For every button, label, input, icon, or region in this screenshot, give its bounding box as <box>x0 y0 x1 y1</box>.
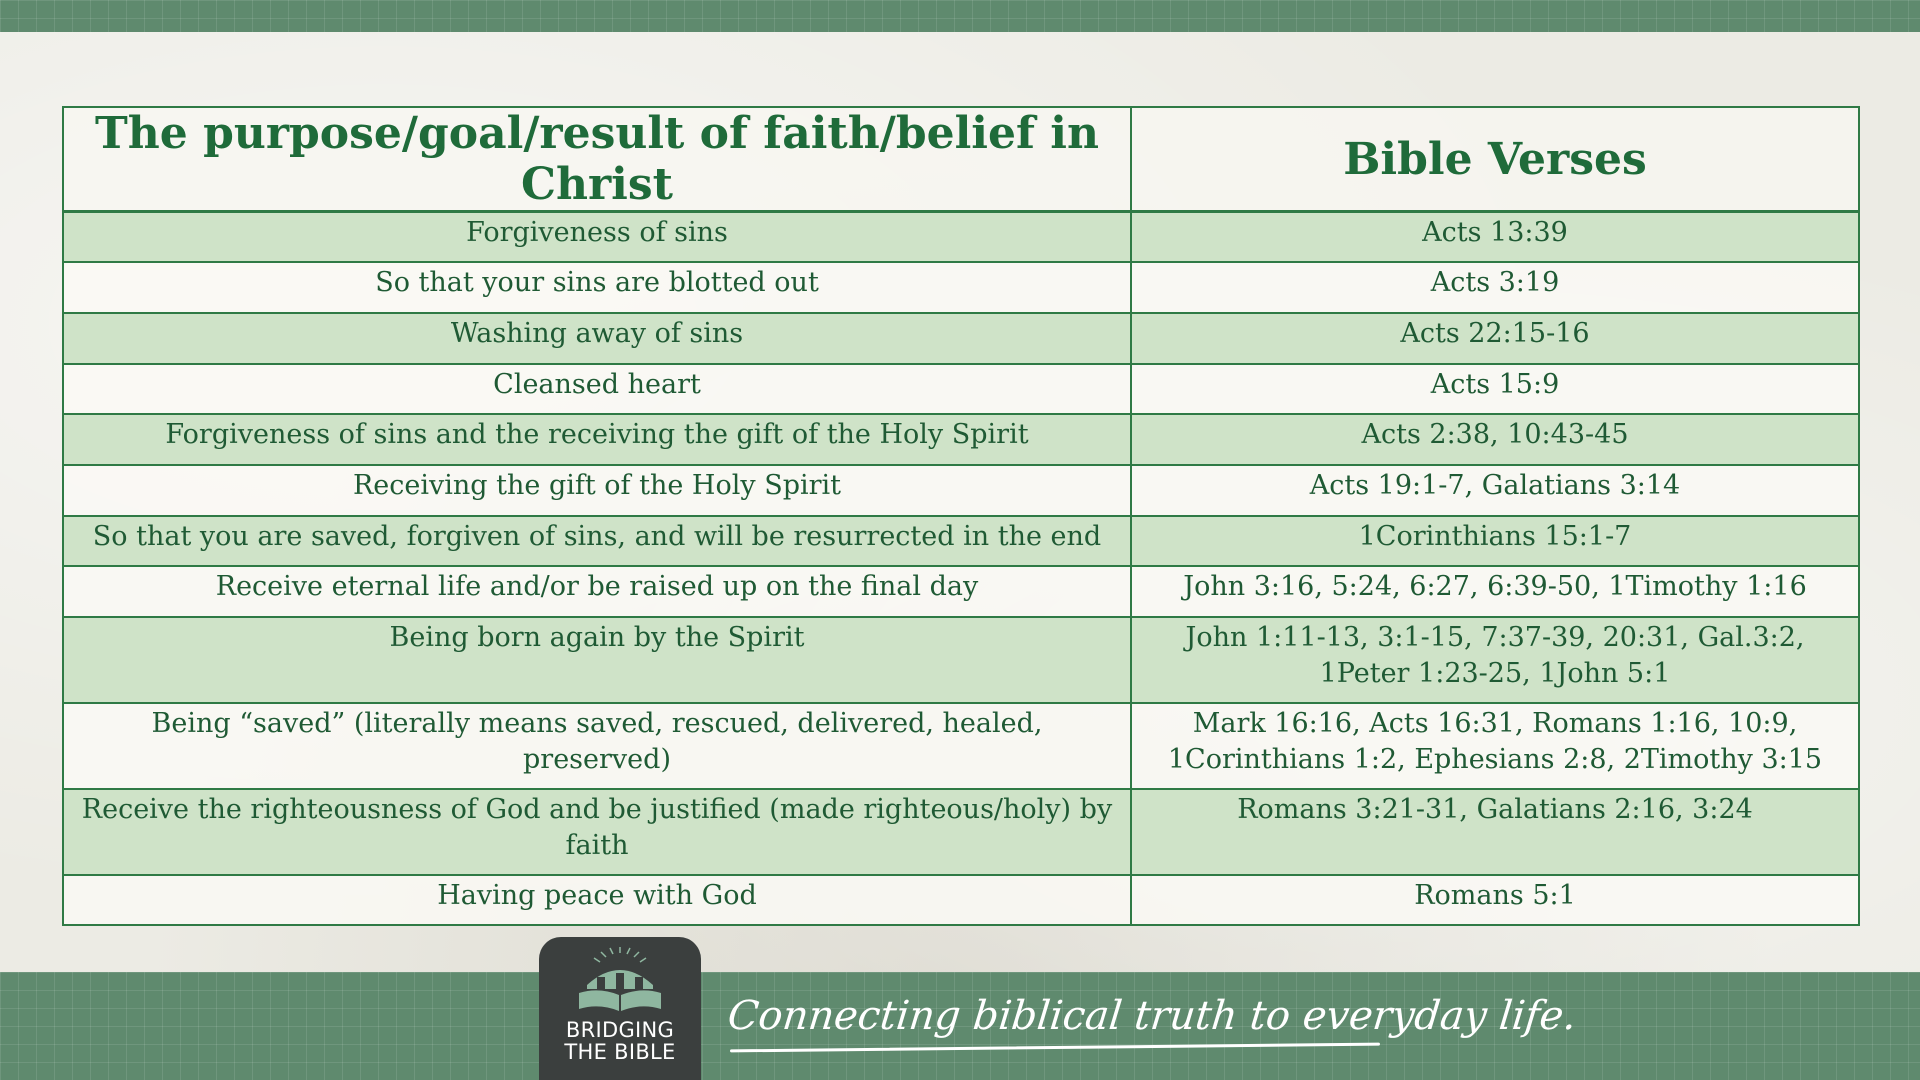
top-band <box>0 0 1920 32</box>
purpose-cell: Receive the righteousness of God and be justified (made righteous/holy) by faith <box>63 789 1131 875</box>
verses-cell: John 1:11-13, 3:1-15, 7:37-39, 20:31, Gal.3:2, 1Peter 1:23-25, 1John 5:1 <box>1131 617 1859 703</box>
table-row <box>63 617 1859 703</box>
purpose-cell: Washing away of sins <box>63 313 1131 364</box>
faith-purpose-table <box>62 106 1860 926</box>
verses-cell: Acts 22:15-16 <box>1131 313 1859 364</box>
tagline: Connecting biblical truth to everyday life. <box>725 993 1579 1039</box>
bridging-the-bible-logo <box>539 937 701 1080</box>
table-row <box>63 875 1859 925</box>
verses-cell: Acts 3:19 <box>1131 262 1859 313</box>
table-row <box>63 703 1859 789</box>
purpose-cell: Receiving the gift of the Holy Spirit <box>63 465 1131 516</box>
table-row <box>63 789 1859 875</box>
table-row <box>63 516 1859 566</box>
verses-cell: Acts 2:38, 10:43-45 <box>1131 414 1859 465</box>
verses-cell: John 3:16, 5:24, 6:27, 6:39-50, 1Timothy 1:16 <box>1131 566 1859 617</box>
purpose-cell: Being “saved” (literally means saved, rescued, delivered, healed, preserved) <box>63 703 1131 789</box>
verses-cell: Mark 16:16, Acts 16:31, Romans 1:16, 10:9, 1Corinthians 1:2, Ephesians 2:8, 2Timothy 3:15 <box>1131 703 1859 789</box>
table-row <box>63 414 1859 465</box>
logo-text-line1: BRIDGING <box>565 1018 675 1042</box>
verses-cell: 1Corinthians 15:1-7 <box>1131 516 1859 566</box>
table-header-row <box>63 107 1859 212</box>
purpose-cell: Having peace with God <box>63 875 1131 925</box>
table-row <box>63 364 1859 414</box>
purpose-cell: Cleansed heart <box>63 364 1131 414</box>
logo-text-line2: THE BIBLE <box>564 1040 676 1064</box>
table-row <box>63 566 1859 617</box>
verses-cell: Acts 15:9 <box>1131 364 1859 414</box>
table-row <box>63 212 1859 262</box>
purpose-cell: So that you are saved, forgiven of sins, and will be resurrected in the end <box>63 516 1131 566</box>
verses-cell: Acts 19:1-7, Galatians 3:14 <box>1131 465 1859 516</box>
verses-cell: Romans 5:1 <box>1131 875 1859 925</box>
verses-cell: Romans 3:21-31, Galatians 2:16, 3:24 <box>1131 789 1859 875</box>
purpose-cell: Being born again by the Spirit <box>63 617 1131 703</box>
purpose-cell: Forgiveness of sins <box>63 212 1131 262</box>
verses-cell: Acts 13:39 <box>1131 212 1859 262</box>
open-bible-icon <box>573 947 667 1017</box>
table-row <box>63 465 1859 516</box>
table-row <box>63 262 1859 313</box>
table-row <box>63 313 1859 364</box>
header-purpose: The purpose/goal/result of faith/belief in Christ <box>63 107 1131 212</box>
purpose-cell: Receive eternal life and/or be raised up on the final day <box>63 566 1131 617</box>
purpose-cell: So that your sins are blotted out <box>63 262 1131 313</box>
header-bible-verses: Bible Verses <box>1131 107 1859 212</box>
purpose-cell: Forgiveness of sins and the receiving the gift of the Holy Spirit <box>63 414 1131 465</box>
